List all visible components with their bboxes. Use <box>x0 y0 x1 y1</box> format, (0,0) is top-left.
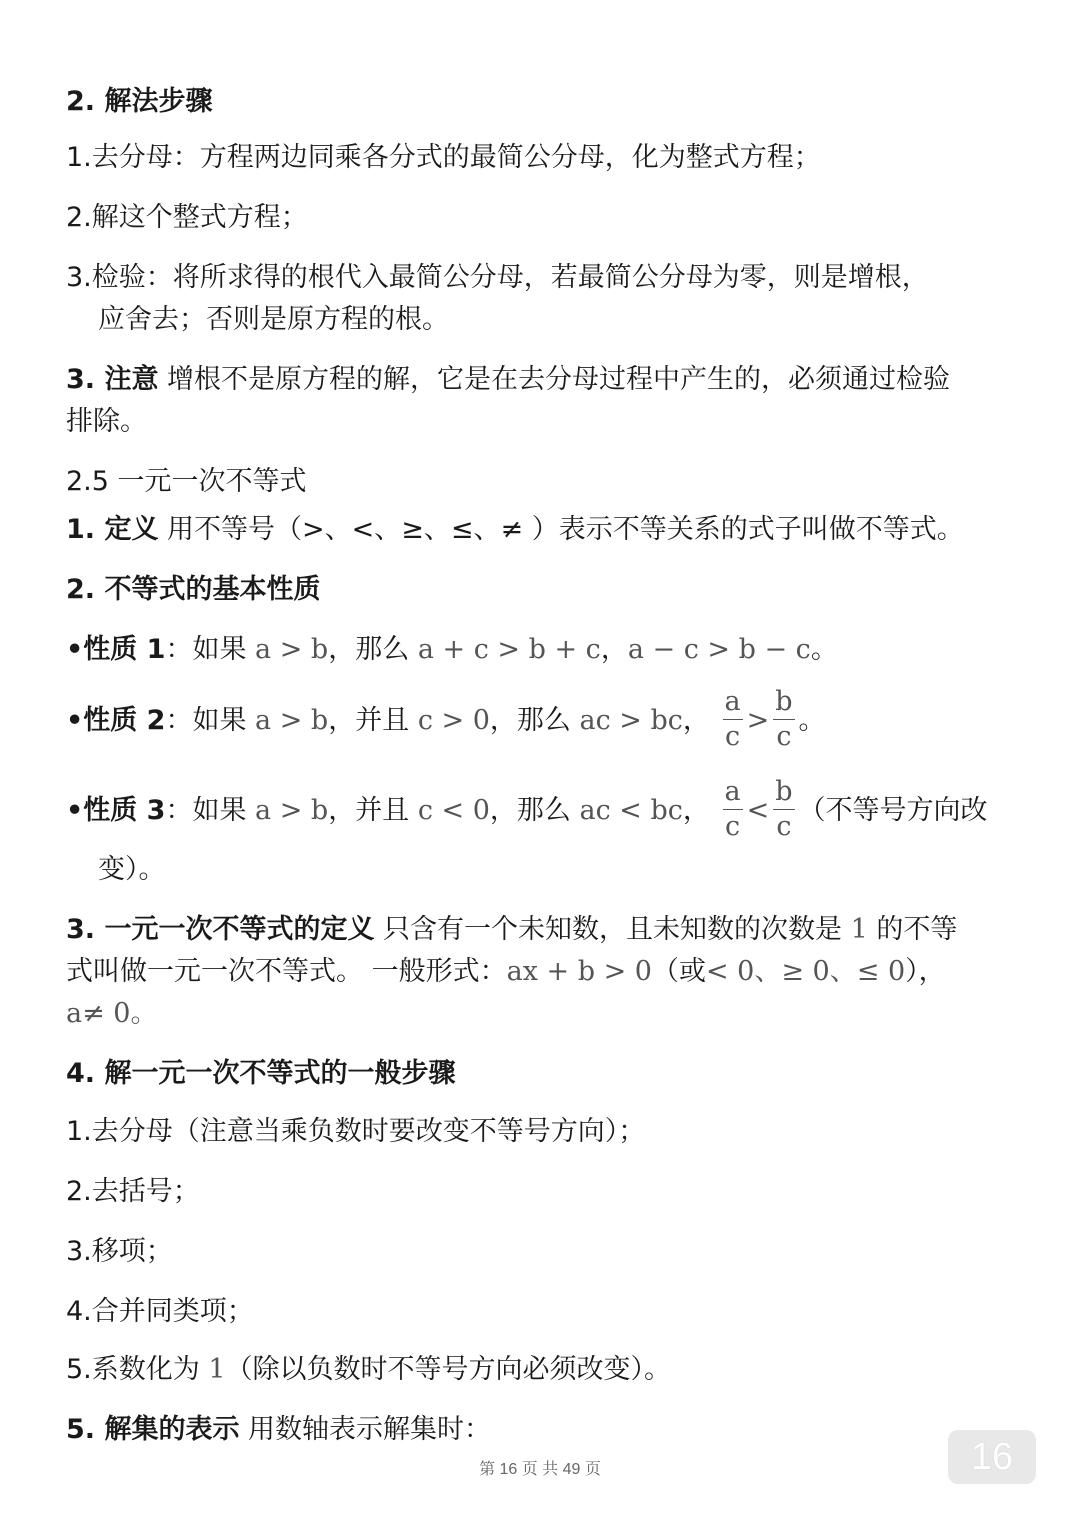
heading-solution-steps: 2. 解法步骤 <box>66 86 213 117</box>
math: a > b <box>255 705 329 736</box>
math: ac > bc <box>579 705 683 736</box>
math: a > b <box>255 795 329 826</box>
linear-inequality-definition <box>66 912 957 948</box>
numerator: a <box>723 775 743 810</box>
inequality-step-2: 2.去括号； <box>66 1176 200 1207</box>
text: ：如果 <box>165 795 256 826</box>
math: a + c > b + c <box>417 634 601 665</box>
text: ）， <box>905 956 946 987</box>
denominator: c <box>725 721 741 752</box>
text: （除以负数时不等号方向必须改变）。 <box>225 1354 672 1385</box>
note-paragraph <box>66 362 950 398</box>
text: ，并且 <box>328 705 418 736</box>
text: 的不等 <box>867 914 958 945</box>
property-3-cont: 变）。 <box>98 854 166 885</box>
denominator: c <box>776 721 792 752</box>
text: ，并且 <box>328 795 418 826</box>
math: a > b <box>255 634 329 665</box>
inequality-step-1: 1.去分母（注意当乘负数时要改变不等号方向）； <box>66 1116 646 1147</box>
solution-set-label: 5. 解集的表示 <box>66 1414 240 1445</box>
text: （不等号方向改 <box>798 795 988 826</box>
page-number: 16 <box>970 1436 1014 1478</box>
math: ac < bc <box>579 795 683 826</box>
math: < 0、≥ 0、≤ 0 <box>705 956 906 987</box>
linear-inequality-general-form <box>66 954 946 990</box>
fraction-b-over-c <box>773 775 794 844</box>
note-paragraph-cont: 排除。 <box>66 406 147 437</box>
property-1-label: •性质 1 <box>66 634 166 665</box>
math: a − c > b − c <box>627 634 811 665</box>
definition-label: 1. 定义 <box>66 514 159 545</box>
numerator: a <box>723 685 743 720</box>
text: ，那么 <box>328 634 418 665</box>
inequality-step-5 <box>66 1352 671 1388</box>
step-3-verify: 3.检验：将所求得的根代入最简公分母，若最简公分母为零，则是增根， <box>66 262 929 293</box>
math: c < 0 <box>417 795 490 826</box>
solution-set-text: 用数轴表示解集时： <box>239 1414 492 1445</box>
fraction-b-over-c <box>773 685 794 754</box>
text: 式叫做一元一次不等式。 一般形式： <box>66 956 507 987</box>
math: 1 <box>850 914 868 945</box>
math: ax + b > 0 <box>506 956 652 987</box>
text: ，那么 <box>489 705 580 736</box>
text: 。 <box>810 634 838 665</box>
definition-text: 用不等号（>、<、≥、≤、≠ ）表示不等关系的式子叫做不等式。 <box>158 514 964 545</box>
text: 5.系数化为 <box>66 1354 209 1385</box>
linear-inequality-label: 3. 一元一次不等式的定义 <box>66 914 375 945</box>
property-1 <box>66 632 838 668</box>
math-operator: < <box>746 795 770 826</box>
text: ，那么 <box>489 795 580 826</box>
page-footer: 第 16 页 共 49 页 <box>479 1461 601 1478</box>
heading-basic-properties: 2. 不等式的基本性质 <box>66 574 321 605</box>
text: ， <box>682 705 710 736</box>
inequality-step-4: 4.合并同类项； <box>66 1296 254 1327</box>
solution-set-representation <box>66 1412 491 1448</box>
note-label: 3. 注意 <box>66 364 159 395</box>
denominator: c <box>725 811 741 842</box>
fraction-a-over-c <box>723 685 743 754</box>
note-text: 增根不是原方程的解，它是在去分母过程中产生的，必须通过检验 <box>158 364 951 395</box>
heading-general-steps: 4. 解一元一次不等式的一般步骤 <box>66 1058 456 1089</box>
step-1-clear-denominators: 1.去分母：方程两边同乘各分式的最简公分母，化为整式方程； <box>66 142 821 173</box>
fraction-a-over-c <box>723 775 743 844</box>
text: ：如果 <box>165 705 256 736</box>
property-3 <box>66 776 988 846</box>
step-2-solve-equation: 2.解这个整式方程； <box>66 202 308 233</box>
step-3-verify-cont: 应舍去；否则是原方程的根。 <box>98 304 449 335</box>
property-3-label: •性质 3 <box>66 795 166 826</box>
text: ， <box>682 795 710 826</box>
property-2-label: •性质 2 <box>66 705 166 736</box>
text: ：如果 <box>165 634 256 665</box>
linear-inequality-condition: a≠ 0。 <box>66 998 158 1029</box>
page-number-badge <box>948 1430 1036 1484</box>
section-title-inequality: 2.5 一元一次不等式 <box>66 466 307 497</box>
denominator: c <box>776 811 792 842</box>
text: （或 <box>651 956 706 987</box>
inequality-step-3: 3.移项； <box>66 1236 173 1267</box>
math: c > 0 <box>417 705 490 736</box>
numerator: b <box>773 775 794 810</box>
math-operator: > <box>746 705 770 736</box>
text: 只含有一个未知数，且未知数的次数是 <box>374 914 851 945</box>
property-2 <box>66 686 826 756</box>
numerator: b <box>773 685 794 720</box>
text: 。 <box>798 705 826 736</box>
text: ， <box>600 634 628 665</box>
math: 1 <box>208 1354 226 1385</box>
definition-paragraph <box>66 512 964 548</box>
